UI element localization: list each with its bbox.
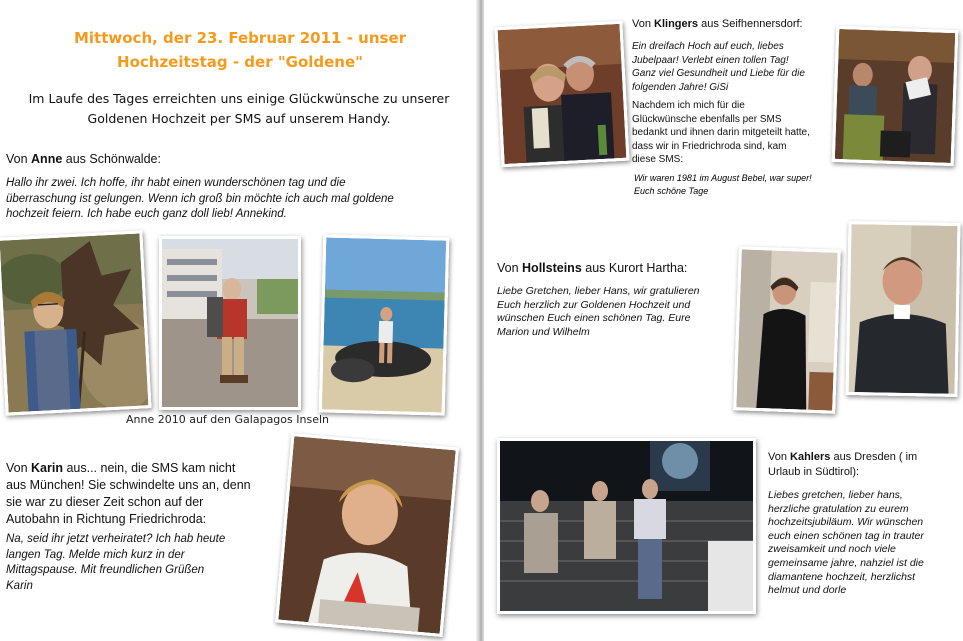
photo-hollsteins-woman bbox=[733, 246, 841, 413]
photo-kahlers-group bbox=[497, 438, 756, 614]
klingers-message: Ein dreifach Hoch auf euch, liebes Jubelpaar! Verlebt einen tollen Tag! Ganz viel Gesundheit und Liebe für die folgenden Jahre! GiSi bbox=[632, 41, 805, 93]
anne-message: Hallo ihr zwei. Ich hoffe, ihr habt einen wunderschönen tag und die überraschung ist gelungen. Wenn ich groß bin möchte ich auch mal goldene hochzeit feiern. Ich habe euch ganz doll lieb! Annekind. bbox=[6, 177, 394, 220]
page-title: Mittwoch, der 23. Februar 2011 - unser Hochzeitstag - der "Goldene" bbox=[73, 29, 407, 71]
karin-message: Na, seid ihr jetzt verheiratet? Ich hab heute langen Tag. Melde mich kurz in der Mittagspause. Mit freundlichen Grüßen Karin bbox=[6, 533, 226, 592]
photo-anne-backpack bbox=[159, 236, 301, 410]
intro-text: Im Laufe des Tages erreichten uns einige Glückwünsche zu unserer Goldenen Hochzeit per SMS auf unserem Handy. bbox=[28, 91, 450, 126]
hollsteins-message: Liebe Gretchen, lieber Hans, wir gratulieren Euch herzlich zur Goldenen Hochzeit und wünschen Euch einen schönen Tag. Eure Marion und Wilhelm bbox=[497, 285, 700, 338]
photo-anne-leaf bbox=[0, 230, 152, 415]
right-page bbox=[484, 0, 963, 641]
kahlers-heading: Von Kahlers aus Dresden ( im Urlaub in Südtirol): bbox=[768, 451, 918, 478]
photo-karin bbox=[275, 433, 459, 637]
klingers-note: Nachdem ich mich für die Glückwünsche ebenfalls per SMS bedankt und ihnen darin mitgeteilt hatte, dass wir in Friedrichroda sind, kam diese SMS: bbox=[632, 100, 810, 165]
photo-caption: Anne 2010 auf den Galapagos Inseln bbox=[126, 413, 329, 426]
photo-klingers-man bbox=[832, 26, 959, 166]
anne-heading: Von Anne aus Schönwalde: bbox=[6, 152, 161, 166]
photo-klingers-couple bbox=[494, 21, 629, 168]
klingers-reply: Wir waren 1981 im August Bebel, war super! Euch schöne Tage bbox=[634, 173, 812, 196]
left-page bbox=[0, 0, 478, 641]
photo-hollsteins-man bbox=[845, 221, 960, 397]
hollsteins-heading: Von Hollsteins aus Kurort Hartha: bbox=[497, 261, 688, 275]
klingers-heading: Von Klingers aus Seifhennersdorf: bbox=[632, 18, 803, 30]
kahlers-message: Liebes gretchen, lieber hans, herzliche gratulation zu eurem hochzeitsjubiläum. Wir wünschen euch einen schönen tag in trauter zweisamkeit und noch viele gemeinsame jahre, nahziel ist die diamantene hochzeit, herzlichst helmut und dorle bbox=[768, 489, 924, 597]
photo-anne-beach bbox=[319, 234, 450, 415]
karin-heading: Von Karin aus... nein, die SMS kam nicht aus München! Sie schwindelte uns an, denn sie war zu dieser Zeit schon auf der Autobahn in Richtung Friedrichroda: bbox=[6, 461, 251, 526]
